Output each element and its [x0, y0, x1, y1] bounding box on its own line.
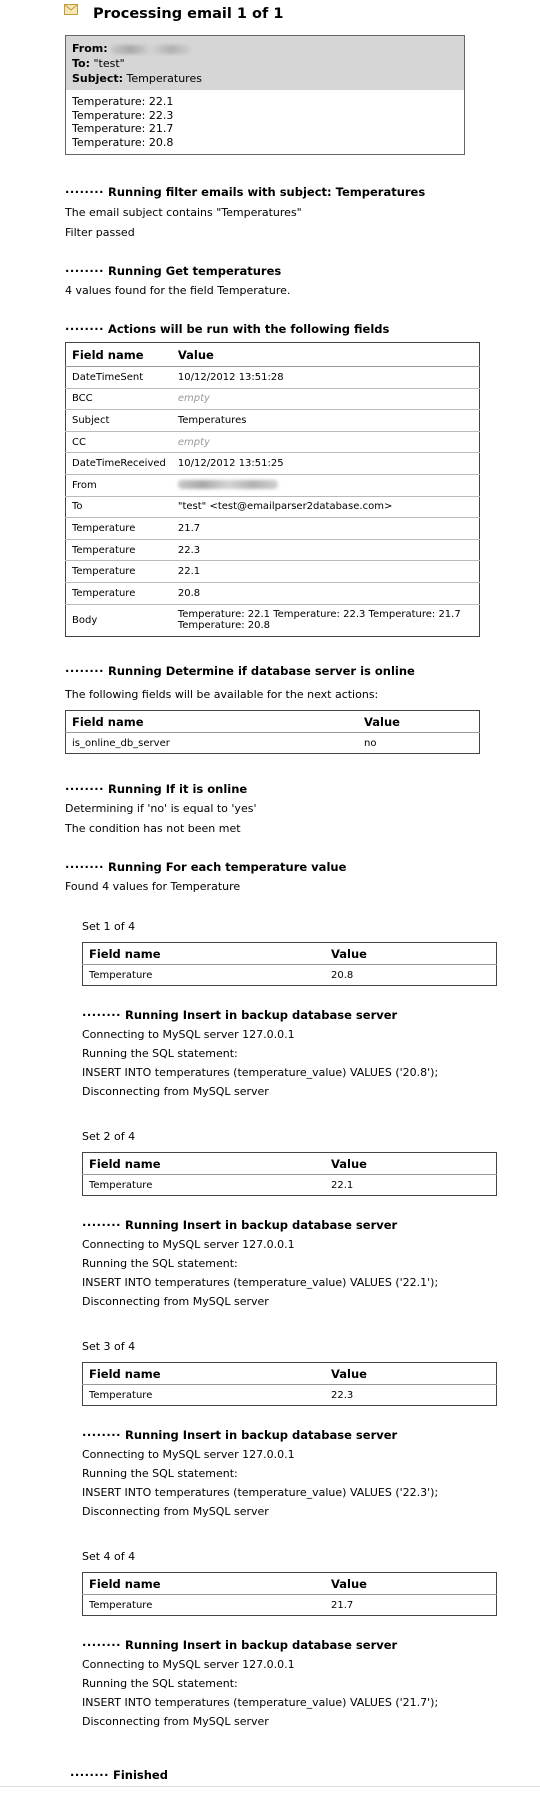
insert-line: Running the SQL statement:: [82, 1047, 238, 1060]
field-name-cell: BCC: [66, 388, 172, 410]
field-name-cell: Body: [66, 604, 172, 636]
field-value-cell: empty: [172, 388, 480, 410]
insert-line: Running the SQL statement:: [82, 1467, 238, 1480]
section-insert-title: ········ Running Insert in backup database server: [82, 1218, 398, 1232]
sql-statement: INSERT INTO temperatures (temperature_value) VALUES ('22.1');: [82, 1276, 439, 1289]
field-value-cell: 22.3: [172, 539, 480, 561]
sql-statement: INSERT INTO temperatures (temperature_value) VALUES ('21.7');: [82, 1696, 439, 1709]
field-value-cell: 22.1: [325, 1175, 497, 1196]
column-header-field: Field name: [83, 1573, 326, 1595]
insert-line: Connecting to MySQL server 127.0.0.1: [82, 1238, 295, 1251]
field-name-cell: Temperature: [66, 539, 172, 561]
field-name-cell: Temperature: [83, 1385, 326, 1406]
column-header-field: Field name: [66, 343, 172, 367]
sql-statement: INSERT INTO temperatures (temperature_value) VALUES ('20.8');: [82, 1066, 439, 1079]
redacted-value: [178, 480, 278, 489]
set-label: Set 1 of 4: [82, 920, 136, 933]
subject-value: Temperatures: [126, 72, 202, 85]
field-name-cell: Subject: [66, 410, 172, 432]
email-body-line: Temperature: 20.8: [72, 135, 174, 149]
insert-line: Connecting to MySQL server 127.0.0.1: [82, 1658, 295, 1671]
to-value: "test": [93, 57, 125, 70]
set-label: Set 3 of 4: [82, 1340, 136, 1353]
subject-label: Subject:: [72, 72, 124, 85]
section-insert-title: ········ Running Insert in backup database server: [82, 1638, 398, 1652]
table-row: [83, 1175, 497, 1196]
section-determine-title: ········ Running Determine if database server is online: [65, 664, 415, 678]
table-row: [83, 965, 497, 986]
column-header-field: Field name: [83, 1153, 326, 1175]
table-row: [66, 367, 480, 389]
table-row: [66, 582, 480, 604]
email-header: [66, 36, 464, 90]
set-fields-table: [82, 942, 497, 986]
field-value-cell: 21.7: [172, 518, 480, 540]
field-value-cell: Temperatures: [172, 410, 480, 432]
section-insert-title: ········ Running Insert in backup database server: [82, 1428, 398, 1442]
email-body-line: Temperature: 22.3: [72, 108, 174, 122]
insert-line: Connecting to MySQL server 127.0.0.1: [82, 1448, 295, 1461]
actions-fields-table: [65, 342, 480, 637]
email-preview: [65, 35, 465, 155]
set-fields-table: [82, 1572, 497, 1616]
section-get-temps-title: ········ Running Get temperatures: [65, 264, 282, 278]
table-row: [66, 431, 480, 453]
field-value-cell: 22.3: [325, 1385, 497, 1406]
field-value-cell: no: [358, 733, 480, 754]
field-name-cell: Temperature: [83, 1175, 326, 1196]
from-label: From:: [72, 42, 108, 55]
section-filter-title: ········ Running filter emails with subject: Temperatures: [65, 185, 426, 199]
section-insert-title: ········ Running Insert in backup database server: [82, 1008, 398, 1022]
field-value-cell: 20.8: [325, 965, 497, 986]
column-header-field: Field name: [66, 711, 359, 733]
table-row: [66, 474, 480, 496]
filter-line: Filter passed: [65, 226, 135, 239]
email-body: [66, 90, 464, 154]
table-row: [66, 561, 480, 583]
field-name-cell: Temperature: [83, 1595, 326, 1616]
foreach-line: Found 4 values for Temperature: [65, 880, 241, 893]
table-row: [66, 604, 480, 636]
envelope-icon: [64, 4, 78, 15]
insert-line: Disconnecting from MySQL server: [82, 1085, 269, 1098]
field-name-cell: From: [66, 474, 172, 496]
field-name-cell: Temperature: [66, 518, 172, 540]
bottom-divider: [0, 1786, 540, 1787]
email-body-line: Temperature: 22.1: [72, 95, 174, 108]
set-fields-table: [82, 1152, 497, 1196]
field-value-cell: "test" <test@emailparser2database.com>: [172, 496, 480, 518]
table-row: [66, 496, 480, 518]
sql-statement: INSERT INTO temperatures (temperature_value) VALUES ('22.3');: [82, 1486, 439, 1499]
set-label: Set 4 of 4: [82, 1550, 136, 1563]
table-row: [83, 1595, 497, 1616]
field-value-cell: 10/12/2012 13:51:25: [172, 453, 480, 475]
field-name-cell: is_online_db_server: [66, 733, 359, 754]
table-row: [66, 733, 480, 754]
insert-line: Disconnecting from MySQL server: [82, 1715, 269, 1728]
field-value-cell: 10/12/2012 13:51:28: [172, 367, 480, 389]
column-header-value: Value: [325, 1153, 497, 1175]
column-header-value: Value: [325, 1363, 497, 1385]
insert-line: Disconnecting from MySQL server: [82, 1295, 269, 1308]
field-name-cell: DateTimeSent: [66, 367, 172, 389]
filter-line: The email subject contains "Temperatures": [65, 206, 302, 219]
field-name-cell: Temperature: [83, 965, 326, 986]
section-foreach-title: ········ Running For each temperature value: [65, 860, 347, 874]
field-name-cell: Temperature: [66, 561, 172, 583]
field-name-cell: DateTimeReceived: [66, 453, 172, 475]
if-online-line: Determining if 'no' is equal to 'yes': [65, 802, 257, 815]
insert-line: Disconnecting from MySQL server: [82, 1505, 269, 1518]
table-row: [66, 388, 480, 410]
column-header-value: Value: [172, 343, 480, 367]
table-row: [66, 539, 480, 561]
section-if-online-title: ········ Running If it is online: [65, 782, 248, 796]
field-value-cell: [172, 474, 480, 496]
column-header-value: Value: [358, 711, 480, 733]
column-header-field: Field name: [83, 1363, 326, 1385]
section-finished-title: ········ Finished: [70, 1768, 168, 1782]
column-header-value: Value: [325, 1573, 497, 1595]
table-row: [66, 410, 480, 432]
set-label: Set 2 of 4: [82, 1130, 136, 1143]
column-header-field: Field name: [83, 943, 326, 965]
table-row: [66, 518, 480, 540]
email-body-line: Temperature: 21.7: [72, 122, 174, 135]
table-row: [83, 1385, 497, 1406]
from-value-redacted: [111, 45, 191, 54]
section-actions-title: ········ Actions will be run with the following fields: [65, 322, 390, 336]
field-name-cell: CC: [66, 431, 172, 453]
get-temps-line: 4 values found for the field Temperature.: [65, 284, 291, 297]
field-name-cell: To: [66, 496, 172, 518]
determine-line: The following fields will be available for the next actions:: [65, 688, 379, 701]
field-value-cell: 20.8: [172, 582, 480, 604]
page-title: Processing email 1 of 1: [93, 6, 284, 22]
insert-line: Running the SQL statement:: [82, 1257, 238, 1270]
field-name-cell: Temperature: [66, 582, 172, 604]
field-value-cell: Temperature: 22.1 Temperature: 22.3 Temperature: 21.7 Temperature: 20.8: [172, 604, 480, 636]
field-value-cell: empty: [172, 431, 480, 453]
set-fields-table: [82, 1362, 497, 1406]
insert-line: Connecting to MySQL server 127.0.0.1: [82, 1028, 295, 1041]
column-header-value: Value: [325, 943, 497, 965]
field-value-cell: 22.1: [172, 561, 480, 583]
to-label: To:: [72, 57, 90, 70]
if-online-line: The condition has not been met: [65, 822, 241, 835]
insert-line: Running the SQL statement:: [82, 1677, 238, 1690]
table-row: [66, 453, 480, 475]
online-fields-table: [65, 710, 480, 754]
field-value-cell: 21.7: [325, 1595, 497, 1616]
